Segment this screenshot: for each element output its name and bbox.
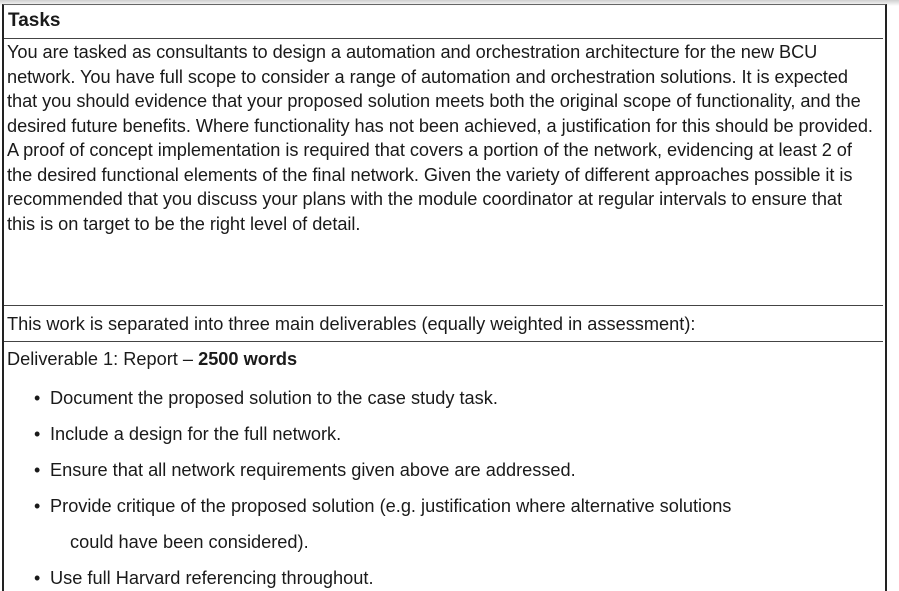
list-item (32, 452, 731, 488)
task-description: You are tasked as consultants to design a automation and orchestration architecture for the new BCU network. You have full scope to consider a range of automation and orchestration solutions. It is expected that you should evidence that your proposed solution meets both the original scope of functionality, and the desired future benefits. Where functionality has not been achieved, a justification for this should be provided. A proof of concept implementation is required that covers a portion of the network, evidencing at least 2 of the desired functional elements of the final network. Given the variety of different approaches possible it is recommended that you discuss your plans with the module coordinator at regular intervals to ensure that this is on target to be the right level of detail. (7, 42, 873, 234)
list-item (32, 488, 731, 560)
list-item (32, 380, 731, 416)
heading-divider (4, 38, 883, 39)
deliverable-label: Deliverable 1: Report – (7, 349, 199, 369)
paragraph-divider (4, 305, 883, 306)
tasks-heading: Tasks (8, 10, 61, 31)
list-item-text: Use full Harvard referencing throughout. (50, 568, 374, 588)
list-item-continuation: could have been considered). (70, 532, 309, 552)
bullet-icon: • (34, 568, 41, 588)
bullet-icon: • (34, 424, 41, 444)
intro-divider (4, 341, 883, 342)
list-item-text: Include a design for the full network. (50, 424, 342, 444)
deliverable-word-count: 2500 words (198, 349, 298, 369)
list-item-text: Document the proposed solution to the case study task. (50, 388, 498, 408)
bullet-icon: • (34, 460, 41, 480)
list-item-text: Provide critique of the proposed solution (e.g. justification where alternative solutions (50, 496, 732, 516)
list-item (32, 560, 731, 591)
bullet-icon: • (34, 388, 41, 408)
list-item (32, 416, 731, 452)
deliverables-intro: This work is separated into three main deliverables (equally weighted in assessment): (7, 314, 696, 334)
deliverable-requirements-list (32, 380, 731, 591)
bullet-icon: • (34, 496, 41, 516)
list-item-text: Ensure that all network requirements given above are addressed. (50, 460, 576, 480)
deliverable-1-title (7, 347, 297, 371)
